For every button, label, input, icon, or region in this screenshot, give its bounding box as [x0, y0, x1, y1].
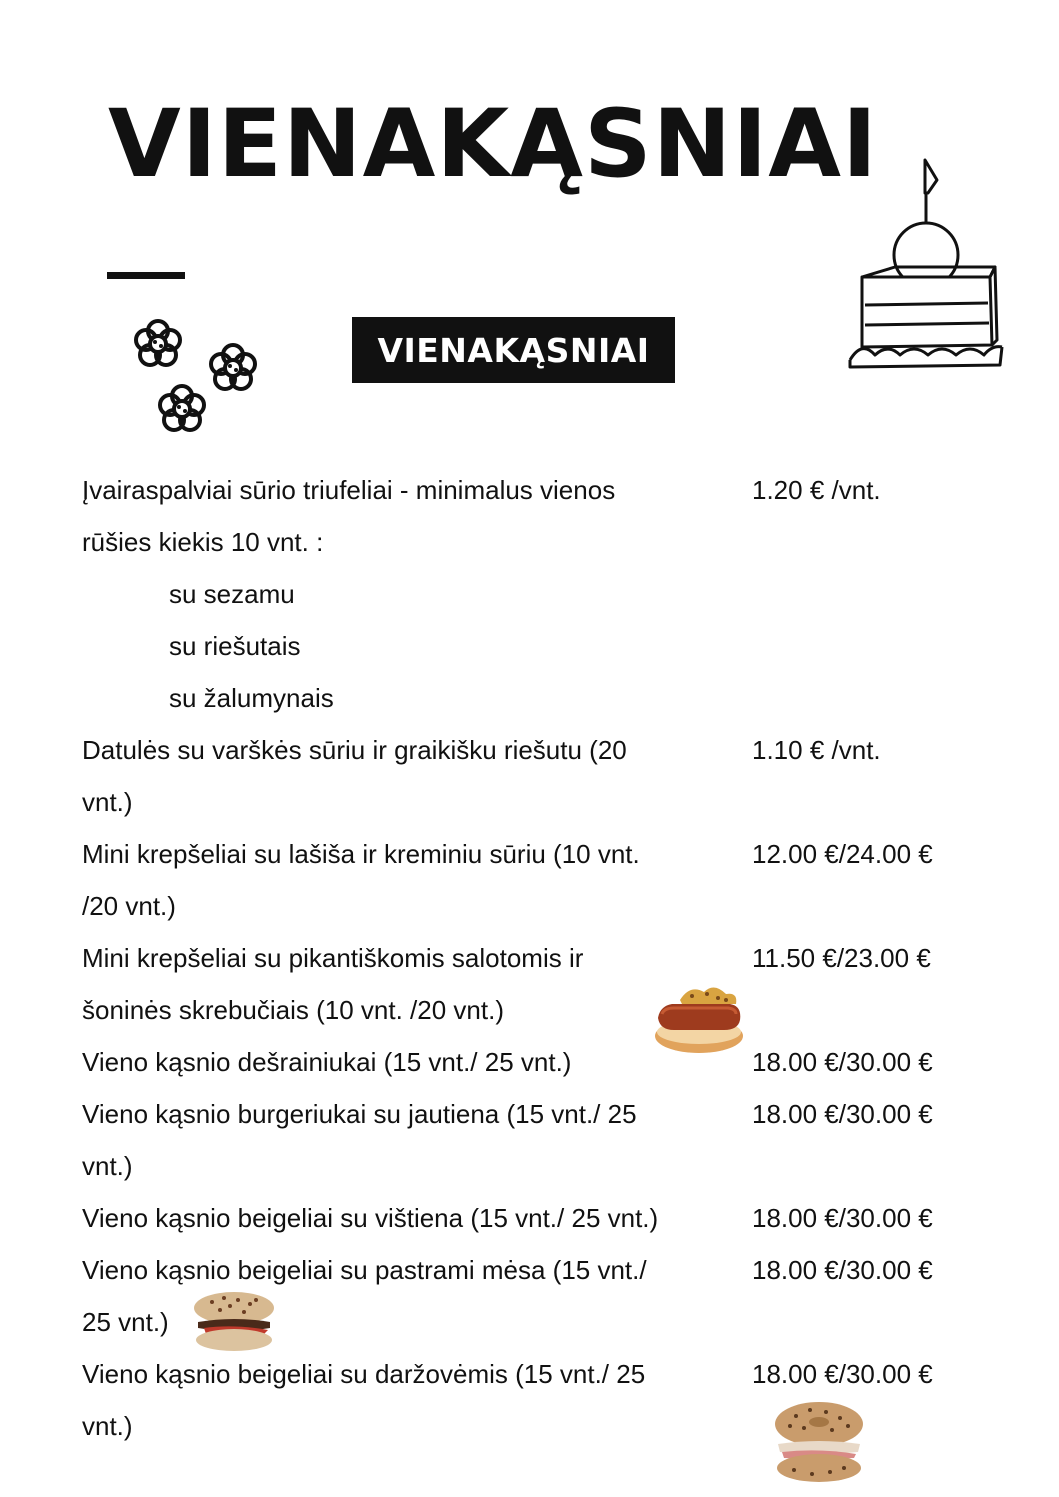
item-1-line-1: Įvairaspalviai sūrio triufeliai - minimalus vienos: [82, 475, 616, 505]
title-underline: [107, 272, 185, 279]
canape-doodle-icon: [840, 155, 1005, 380]
item-1-option-3: su žalumynais: [169, 683, 334, 713]
item-2-line-1: Datulės su varškės sūriu ir graikišku riešutu (20: [82, 735, 627, 765]
item-4-line-1: Mini krepšeliai su pikantiškomis salotomis ir: [82, 943, 584, 973]
item-8-price: 18.00 €/30.00 €: [752, 1255, 933, 1285]
item-2-price: 1.10 € /vnt.: [752, 735, 881, 765]
item-9-line-1: Vieno kąsnio beigeliai su daržovėmis (15 vnt./ 25: [82, 1359, 646, 1389]
bagel-photo: [770, 1398, 868, 1488]
item-5-price: 18.00 €/30.00 €: [752, 1047, 933, 1077]
item-6-line-1: Vieno kąsnio burgeriukai su jautiena (15 vnt./ 25: [82, 1099, 637, 1129]
item-1-line-2: rūšies kiekis 10 vnt. :: [82, 527, 324, 557]
item-9-line-2: vnt.): [82, 1411, 133, 1441]
item-6-price: 18.00 €/30.00 €: [752, 1099, 933, 1129]
item-8-line-2: 25 vnt.): [82, 1307, 169, 1337]
item-3-line-2: /20 vnt.): [82, 891, 176, 921]
item-4-price: 11.50 €/23.00 €: [752, 943, 931, 973]
item-1-price: 1.20 € /vnt.: [752, 475, 881, 505]
burger-photo: [190, 1288, 278, 1356]
section-badge: VIENAKĄSNIAI: [352, 317, 675, 383]
item-3-line-1: Mini krepšeliai su lašiša ir kreminiu sūriu (10 vnt.: [82, 839, 640, 869]
item-1-option-1: su sezamu: [169, 579, 295, 609]
item-4-line-2: šoninės skrebučiais (10 vnt. /20 vnt.): [82, 995, 504, 1025]
item-1-option-2: su riešutais: [169, 631, 301, 661]
item-7-price: 18.00 €/30.00 €: [752, 1203, 933, 1233]
page-title: VIENAKĄSNIAI: [108, 90, 879, 199]
flower-doodles-icon: [120, 312, 280, 447]
item-7-line-1: Vieno kąsnio beigeliai su vištiena (15 vnt./ 25 vnt.): [82, 1203, 659, 1233]
item-9-price: 18.00 €/30.00 €: [752, 1359, 933, 1389]
hotdog-photo: [652, 978, 747, 1056]
item-3-price: 12.00 €/24.00 €: [752, 839, 933, 869]
item-5-line-1: Vieno kąsnio dešrainiukai (15 vnt./ 25 vnt.): [82, 1047, 572, 1077]
item-2-line-2: vnt.): [82, 787, 133, 817]
item-8-line-1: Vieno kąsnio beigeliai su pastrami mėsa (15 vnt./: [82, 1255, 647, 1285]
item-6-line-2: vnt.): [82, 1151, 133, 1181]
